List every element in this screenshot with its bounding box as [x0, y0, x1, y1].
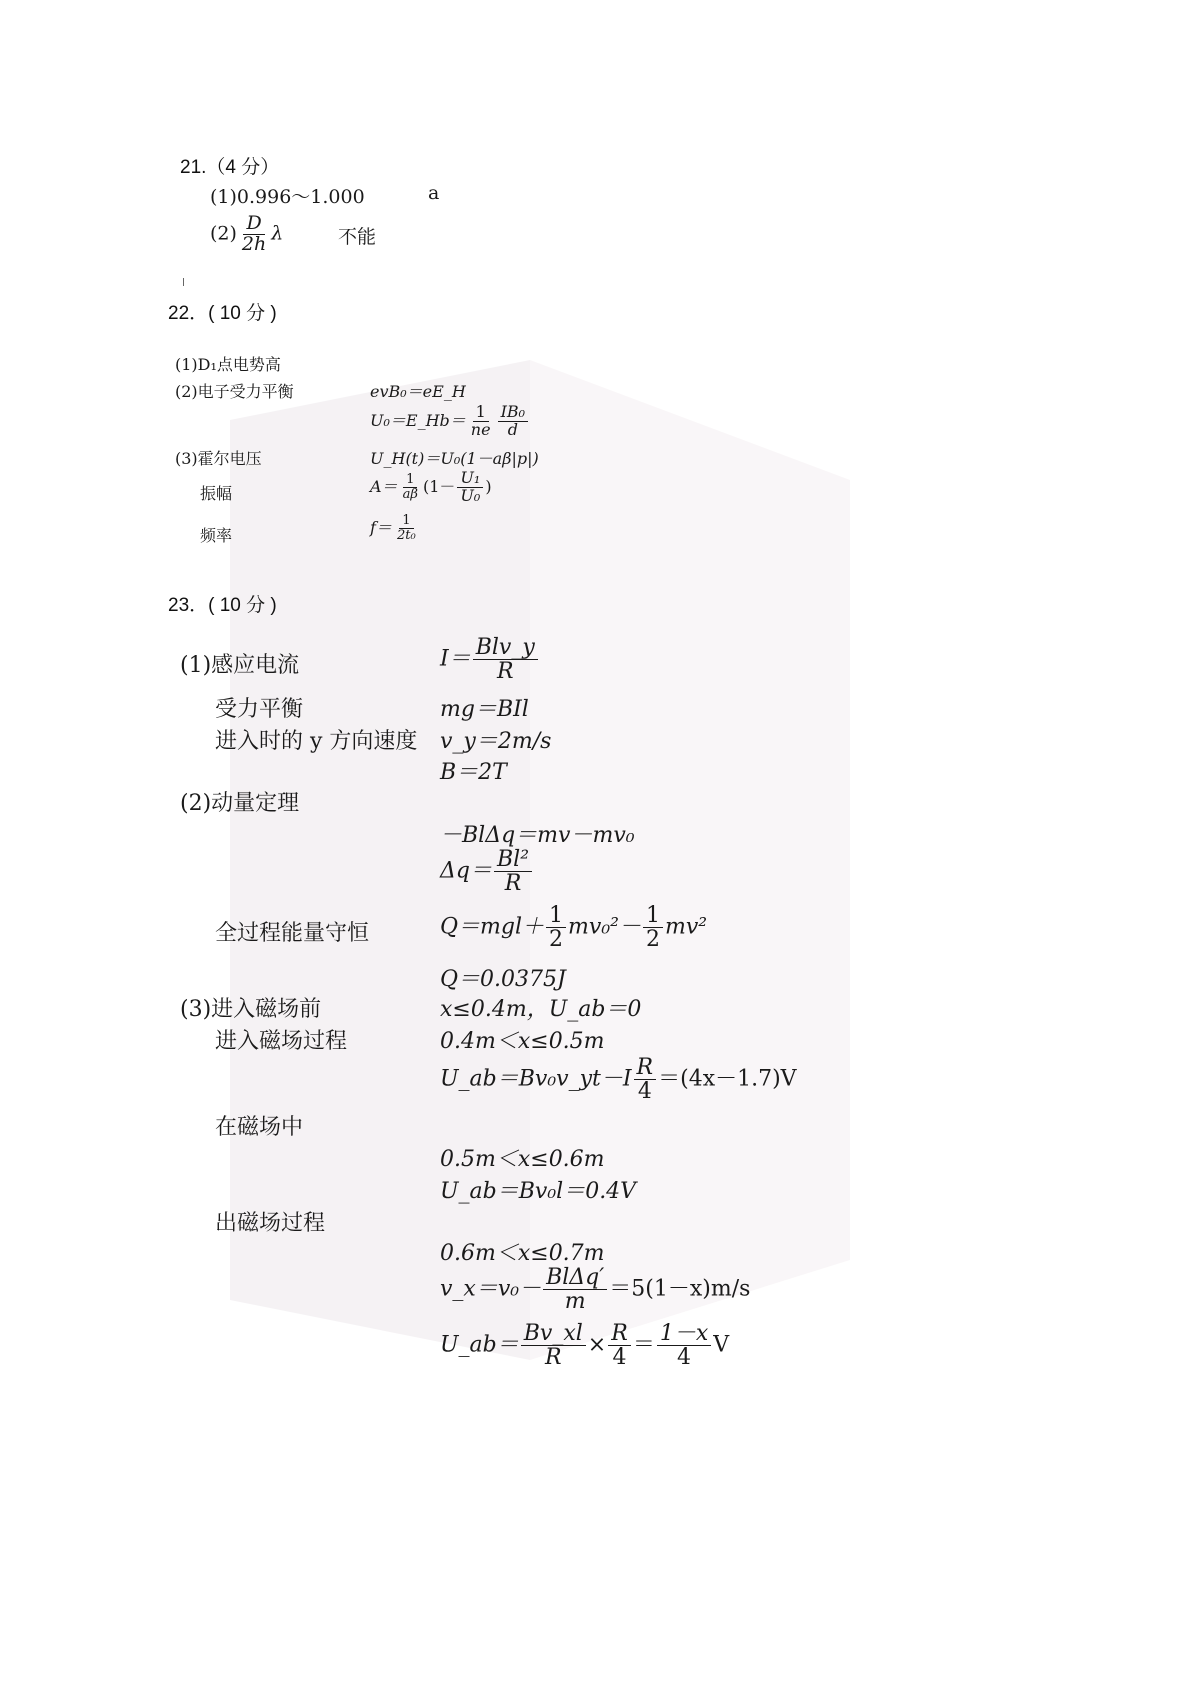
- q22-hall-voltage-eq: U₀＝E_Hb＝ $\frac{1}{ne}$ $\frac{\text{IB₀}}{d}$: [370, 404, 530, 439]
- q22-force-balance-eq: evB₀＝eE_H: [370, 382, 466, 401]
- question-23-heading: 23．( 10 分 ): [168, 595, 277, 616]
- q23-field-eq: B＝2T: [440, 760, 507, 785]
- q23-force-eq: mg＝BIl: [440, 697, 529, 722]
- q23-leaving-velocity-eq: v_x＝v₀－ $\frac{\text{BlΔq′}}{m}$ ＝5(1－x)m/s: [440, 1265, 751, 1315]
- q21-part2-conclusion: 不能: [338, 226, 377, 248]
- q22-part3-label: (3)霍尔电压: [175, 449, 262, 468]
- q23-part3-label: (3)进入磁场前: [180, 997, 322, 1022]
- q23-part2-label: (2)动量定理: [180, 791, 300, 816]
- q23-inside-voltage-eq: U_ab＝Bv₀l＝0.4V: [440, 1179, 637, 1204]
- q23-energy-eq: Q＝mgl＋ $\frac{1}{2}$ mv₀²－ $\frac{1}{2}$ mv²: [440, 903, 708, 953]
- q23-velocity-eq: v_y＝2m/s: [440, 729, 552, 754]
- q23-inside-label: 在磁场中: [215, 1115, 304, 1140]
- q21-part1-choice: a: [428, 182, 440, 204]
- q22-hall-time-eq: U_H(t)＝U₀(1－aβ|p|): [370, 449, 539, 468]
- q21-part1-answer: [210, 182, 365, 209]
- q23-entering-label: 进入磁场过程: [215, 1029, 348, 1054]
- question-22-heading: 22．( 10 分 ): [168, 303, 277, 324]
- q23-part1-label: (1)感应电流: [180, 653, 300, 678]
- q22-amplitude-label: 振幅: [200, 484, 233, 503]
- q23-leaving-range: 0.6m＜x≤0.7m: [440, 1241, 605, 1266]
- q23-entering-voltage-eq: U_ab＝Bv₀v_yt－I $\frac{R}{4}$ ＝(4x－1.7)V: [440, 1055, 797, 1105]
- q23-force-label: 受力平衡: [215, 697, 304, 722]
- question-21-heading: 21.（4 分）: [180, 157, 280, 178]
- q23-velocity-label: 进入时的 y 方向速度: [215, 729, 418, 754]
- q22-amplitude-eq: A＝ $\frac{1}{a\beta}$ (1－ $\frac{\text{U₁}}{\text{U₀}}$ ): [370, 468, 492, 505]
- q23-charge-eq: Δq＝ $\frac{\text{Bl²}}{R}$: [440, 848, 534, 895]
- q22-part1-label: (1)D₁点电势高: [175, 355, 281, 374]
- q23-energy-label: 全过程能量守恒: [215, 921, 370, 946]
- margin-tick: [183, 278, 184, 286]
- q22-frequency-label: 频率: [200, 526, 233, 545]
- q23-heat-result: Q＝0.0375J: [440, 967, 566, 992]
- q21-fraction: $\frac{D}{2h}$: [241, 212, 267, 255]
- q22-part2-label: (2)电子受力平衡: [175, 382, 294, 401]
- q22-frequency-eq: f＝ $\frac{1}{\text{2t₀}}$: [370, 513, 416, 543]
- q23-entering-range: 0.4m＜x≤0.5m: [440, 1029, 605, 1054]
- q23-leaving-voltage-eq: U_ab＝ $\frac{Bv\_xl}{R}$ × $\frac{R}{4}$ ＝ $\frac{1-x}{4}$ V: [440, 1321, 730, 1371]
- q23-before-field-eq: x≤0.4m，U_ab＝0: [440, 997, 642, 1022]
- q21-part2-answer: (2) $\frac{D}{2h}$ λ: [210, 212, 284, 255]
- q23-momentum-eq: －BlΔq＝mv－mv₀: [440, 823, 635, 848]
- q23-leaving-label: 出磁场过程: [215, 1211, 326, 1236]
- q21-part1-value: (1)0.996～1.000: [210, 186, 365, 208]
- q23-inside-range: 0.5m＜x≤0.6m: [440, 1147, 605, 1172]
- q23-current-eq: I＝ $\frac{\text{Blv\_y}}{R}$: [440, 636, 540, 683]
